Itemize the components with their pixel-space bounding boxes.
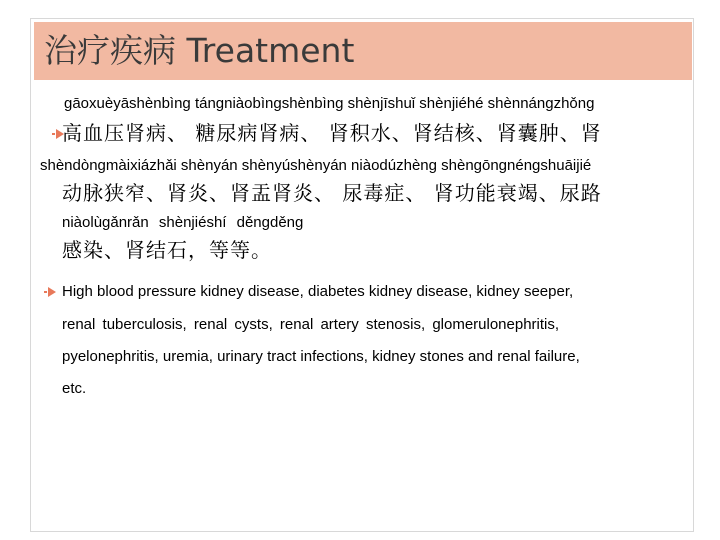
hanzi-line-1: 高血压肾病、 糖尿病肾病、 肾积水、肾结核、肾囊肿、肾 [62, 121, 602, 145]
pinyin-line-3: niàolùgǎnrǎn shènjiéshí děngděng [62, 214, 304, 231]
slide-title: 治疗疾病 Treatment [44, 31, 355, 70]
english-line-1: High blood pressure kidney disease, diabetes kidney disease, kidney seeper, [62, 283, 574, 300]
bullet-arrow-icon [48, 287, 56, 297]
english-line-4: etc. [62, 380, 87, 397]
english-line-3: pyelonephritis, uremia, urinary tract infections, kidney stones and renal failure, [62, 348, 580, 365]
english-line-2: renal tuberculosis, renal cysts, renal artery stenosis, glomerulonephritis, [62, 316, 560, 333]
hanzi-line-3: 感染、肾结石，等等。 [62, 238, 272, 262]
pinyin-line-1: gāoxuèyāshènbìng tángniàobìngshènbìng shènjīshuǐ shènjiéhé shènnángzhǒng [64, 95, 595, 112]
hanzi-line-2: 动脉狭窄、肾炎、肾盂肾炎、 尿毒症、 肾功能衰竭、尿路 [62, 181, 602, 205]
pinyin-line-2: shèndòngmàixiázhǎi shènyán shènyúshènyán niàodúzhèng shèngōngnéngshuāijié [40, 157, 592, 174]
